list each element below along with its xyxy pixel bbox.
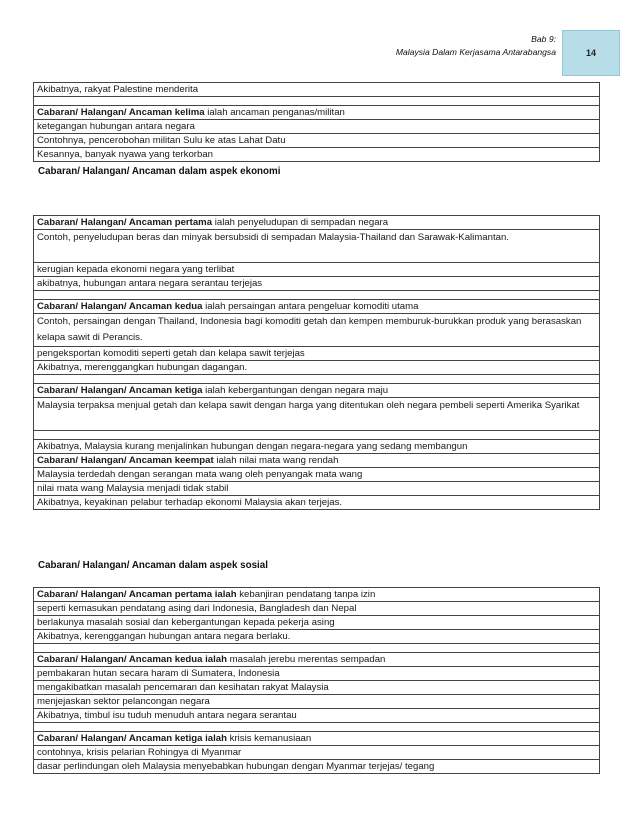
table-cell: berlakunya masalah sosial dan kebergantungan kepada pekerja asing — [34, 616, 600, 630]
table-cell: ketegangan hubungan antara negara — [34, 120, 600, 134]
table-row — [34, 347, 600, 361]
table-cell: dasar perlindungan oleh Malaysia menyebabkan hubungan dengan Myanmar terjejas/ tegang — [34, 760, 600, 774]
table-row — [34, 667, 600, 681]
table-cell: nilai mata wang Malaysia menjadi tidak stabil — [34, 482, 600, 496]
table-cell: akibatnya, hubungan antara negara serantau terjejas — [34, 277, 600, 291]
page-number-box — [562, 30, 620, 76]
table-row — [34, 681, 600, 695]
threat-text: ialah persaingan antara pengeluar komoditi utama — [202, 301, 419, 312]
threat-text: ialah kebergantungan dengan negara maju — [202, 385, 389, 396]
table-row — [34, 134, 600, 148]
table-row — [34, 398, 600, 431]
table-row — [34, 653, 600, 667]
blank-cell — [34, 291, 600, 300]
threat-label: Cabaran/ Halangan/ Ancaman kedua ialah — [37, 654, 227, 665]
table-row — [34, 454, 600, 468]
heading-ekonomi: Cabaran/ Halangan/ Ancaman dalam aspek ekonomi — [38, 166, 281, 177]
table-row — [34, 263, 600, 277]
table-cell: Malaysia terpaksa menjual getah dan kelapa sawit dengan harga yang ditentukan oleh negara pembeli seperti Amerika Syarikat — [34, 398, 600, 431]
table-row — [34, 760, 600, 774]
blank-cell — [34, 431, 600, 440]
table-cell: Malaysia terdedah dengan serangan mata wang oleh penyangak mata wang — [34, 468, 600, 482]
table-cell: pengeksportan komoditi seperti getah dan kelapa sawit terjejas — [34, 347, 600, 361]
table-row — [34, 630, 600, 644]
table-cell: Kesannya, banyak nyawa yang terkorban — [34, 148, 600, 162]
table-row — [34, 468, 600, 482]
table-cell — [34, 300, 600, 314]
table-cell: contohnya, krisis pelarian Rohingya di Myanmar — [34, 746, 600, 760]
table-row — [34, 732, 600, 746]
table-row — [34, 277, 600, 291]
table-row — [34, 361, 600, 375]
threat-label: Cabaran/ Halangan/ Ancaman ketiga ialah — [37, 733, 227, 744]
chapter-title: Malaysia Dalam Kerjasama Antarabangsa — [395, 47, 556, 57]
blank-cell — [34, 723, 600, 732]
table-row — [34, 375, 600, 384]
table-cell: menjejaskan sektor pelancongan negara — [34, 695, 600, 709]
table-row — [34, 723, 600, 732]
blank-cell — [34, 644, 600, 653]
table-row — [34, 83, 600, 97]
table-row — [34, 106, 600, 120]
chapter-label: Bab 9: — [531, 34, 556, 44]
table-cell: seperti kemasukan pendatang asing dari Indonesia, Bangladesh dan Nepal — [34, 602, 600, 616]
table-row — [34, 709, 600, 723]
table-sosial — [33, 587, 600, 774]
table-row — [34, 695, 600, 709]
table-cell: pembakaran hutan secara haram di Sumatera, Indonesia — [34, 667, 600, 681]
table-row — [34, 588, 600, 602]
threat-label: Cabaran/ Halangan/ Ancaman ketiga — [37, 385, 203, 396]
table-row — [34, 120, 600, 134]
table-row — [34, 230, 600, 263]
table-cell — [34, 732, 600, 746]
table-row — [34, 746, 600, 760]
table-cell: Contoh, persaingan dengan Thailand, Indonesia bagi komoditi getah dan kempen memburuk-burukkan produk yang berasaskan kelapa sawit di Perancis. — [34, 314, 600, 347]
table-cell: Contohnya, pencerobohan militan Sulu ke atas Lahat Datu — [34, 134, 600, 148]
table-row — [34, 314, 600, 347]
table-row — [34, 291, 600, 300]
threat-label: Cabaran/ Halangan/ Ancaman kelima — [37, 107, 205, 118]
table-cell: Contoh, penyeludupan beras dan minyak bersubsidi di sempadan Malaysia-Thailand dan Sarawak-Kalimantan. — [34, 230, 600, 263]
table-ekonomi — [33, 215, 600, 510]
table-cell — [34, 216, 600, 230]
threat-label: Cabaran/ Halangan/ Ancaman pertama ialah — [37, 589, 237, 600]
threat-text: ialah nilai mata wang rendah — [213, 455, 339, 466]
table-cell: mengakibatkan masalah pencemaran dan kesihatan rakyat Malaysia — [34, 681, 600, 695]
blank-cell — [34, 97, 600, 106]
page-header — [396, 33, 556, 59]
table-cell: Akibatnya, rakyat Palestine menderita — [34, 83, 600, 97]
table-row — [34, 440, 600, 454]
table-cell — [34, 454, 600, 468]
threat-text: ialah ancaman penganas/militan — [204, 107, 345, 118]
table-row — [34, 148, 600, 162]
blank-cell — [34, 375, 600, 384]
threat-text: masalah jerebu merentas sempadan — [226, 654, 386, 665]
table-cell — [34, 653, 600, 667]
table-cell: kerugian kepada ekonomi negara yang terlibat — [34, 263, 600, 277]
heading-sosial: Cabaran/ Halangan/ Ancaman dalam aspek sosial — [38, 560, 268, 571]
table-row — [34, 97, 600, 106]
table-cell: Akibatnya, Malaysia kurang menjalinkan hubungan dengan negara-negara yang sedang membangun — [34, 440, 600, 454]
page-number: 14 — [585, 48, 596, 58]
threat-label: Cabaran/ Halangan/ Ancaman pertama — [37, 217, 213, 228]
table-row — [34, 644, 600, 653]
threat-label: Cabaran/ Halangan/ Ancaman kedua — [37, 301, 203, 312]
threat-label: Cabaran/ Halangan/ Ancaman keempat — [37, 455, 214, 466]
table-row — [34, 482, 600, 496]
threat-text: krisis kemanusiaan — [226, 733, 312, 744]
table-cell: Akibatnya, merenggangkan hubungan dagangan. — [34, 361, 600, 375]
table-cell: Akibatnya, timbul isu tuduh menuduh antara negara serantau — [34, 709, 600, 723]
table-row — [34, 496, 600, 510]
table-row — [34, 216, 600, 230]
table-cell: Akibatnya, keyakinan pelabur terhadap ekonomi Malaysia akan terjejas. — [34, 496, 600, 510]
table-politik-continued — [33, 82, 600, 162]
table-row — [34, 384, 600, 398]
table-cell — [34, 384, 600, 398]
table-row — [34, 431, 600, 440]
table-row — [34, 616, 600, 630]
threat-text: kebanjiran pendatang tanpa izin — [236, 589, 376, 600]
table-row — [34, 602, 600, 616]
threat-text: ialah penyeludupan di sempadan negara — [212, 217, 389, 228]
table-cell: Akibatnya, kerenggangan hubungan antara negara berlaku. — [34, 630, 600, 644]
table-cell — [34, 106, 600, 120]
table-row — [34, 300, 600, 314]
table-cell — [34, 588, 600, 602]
